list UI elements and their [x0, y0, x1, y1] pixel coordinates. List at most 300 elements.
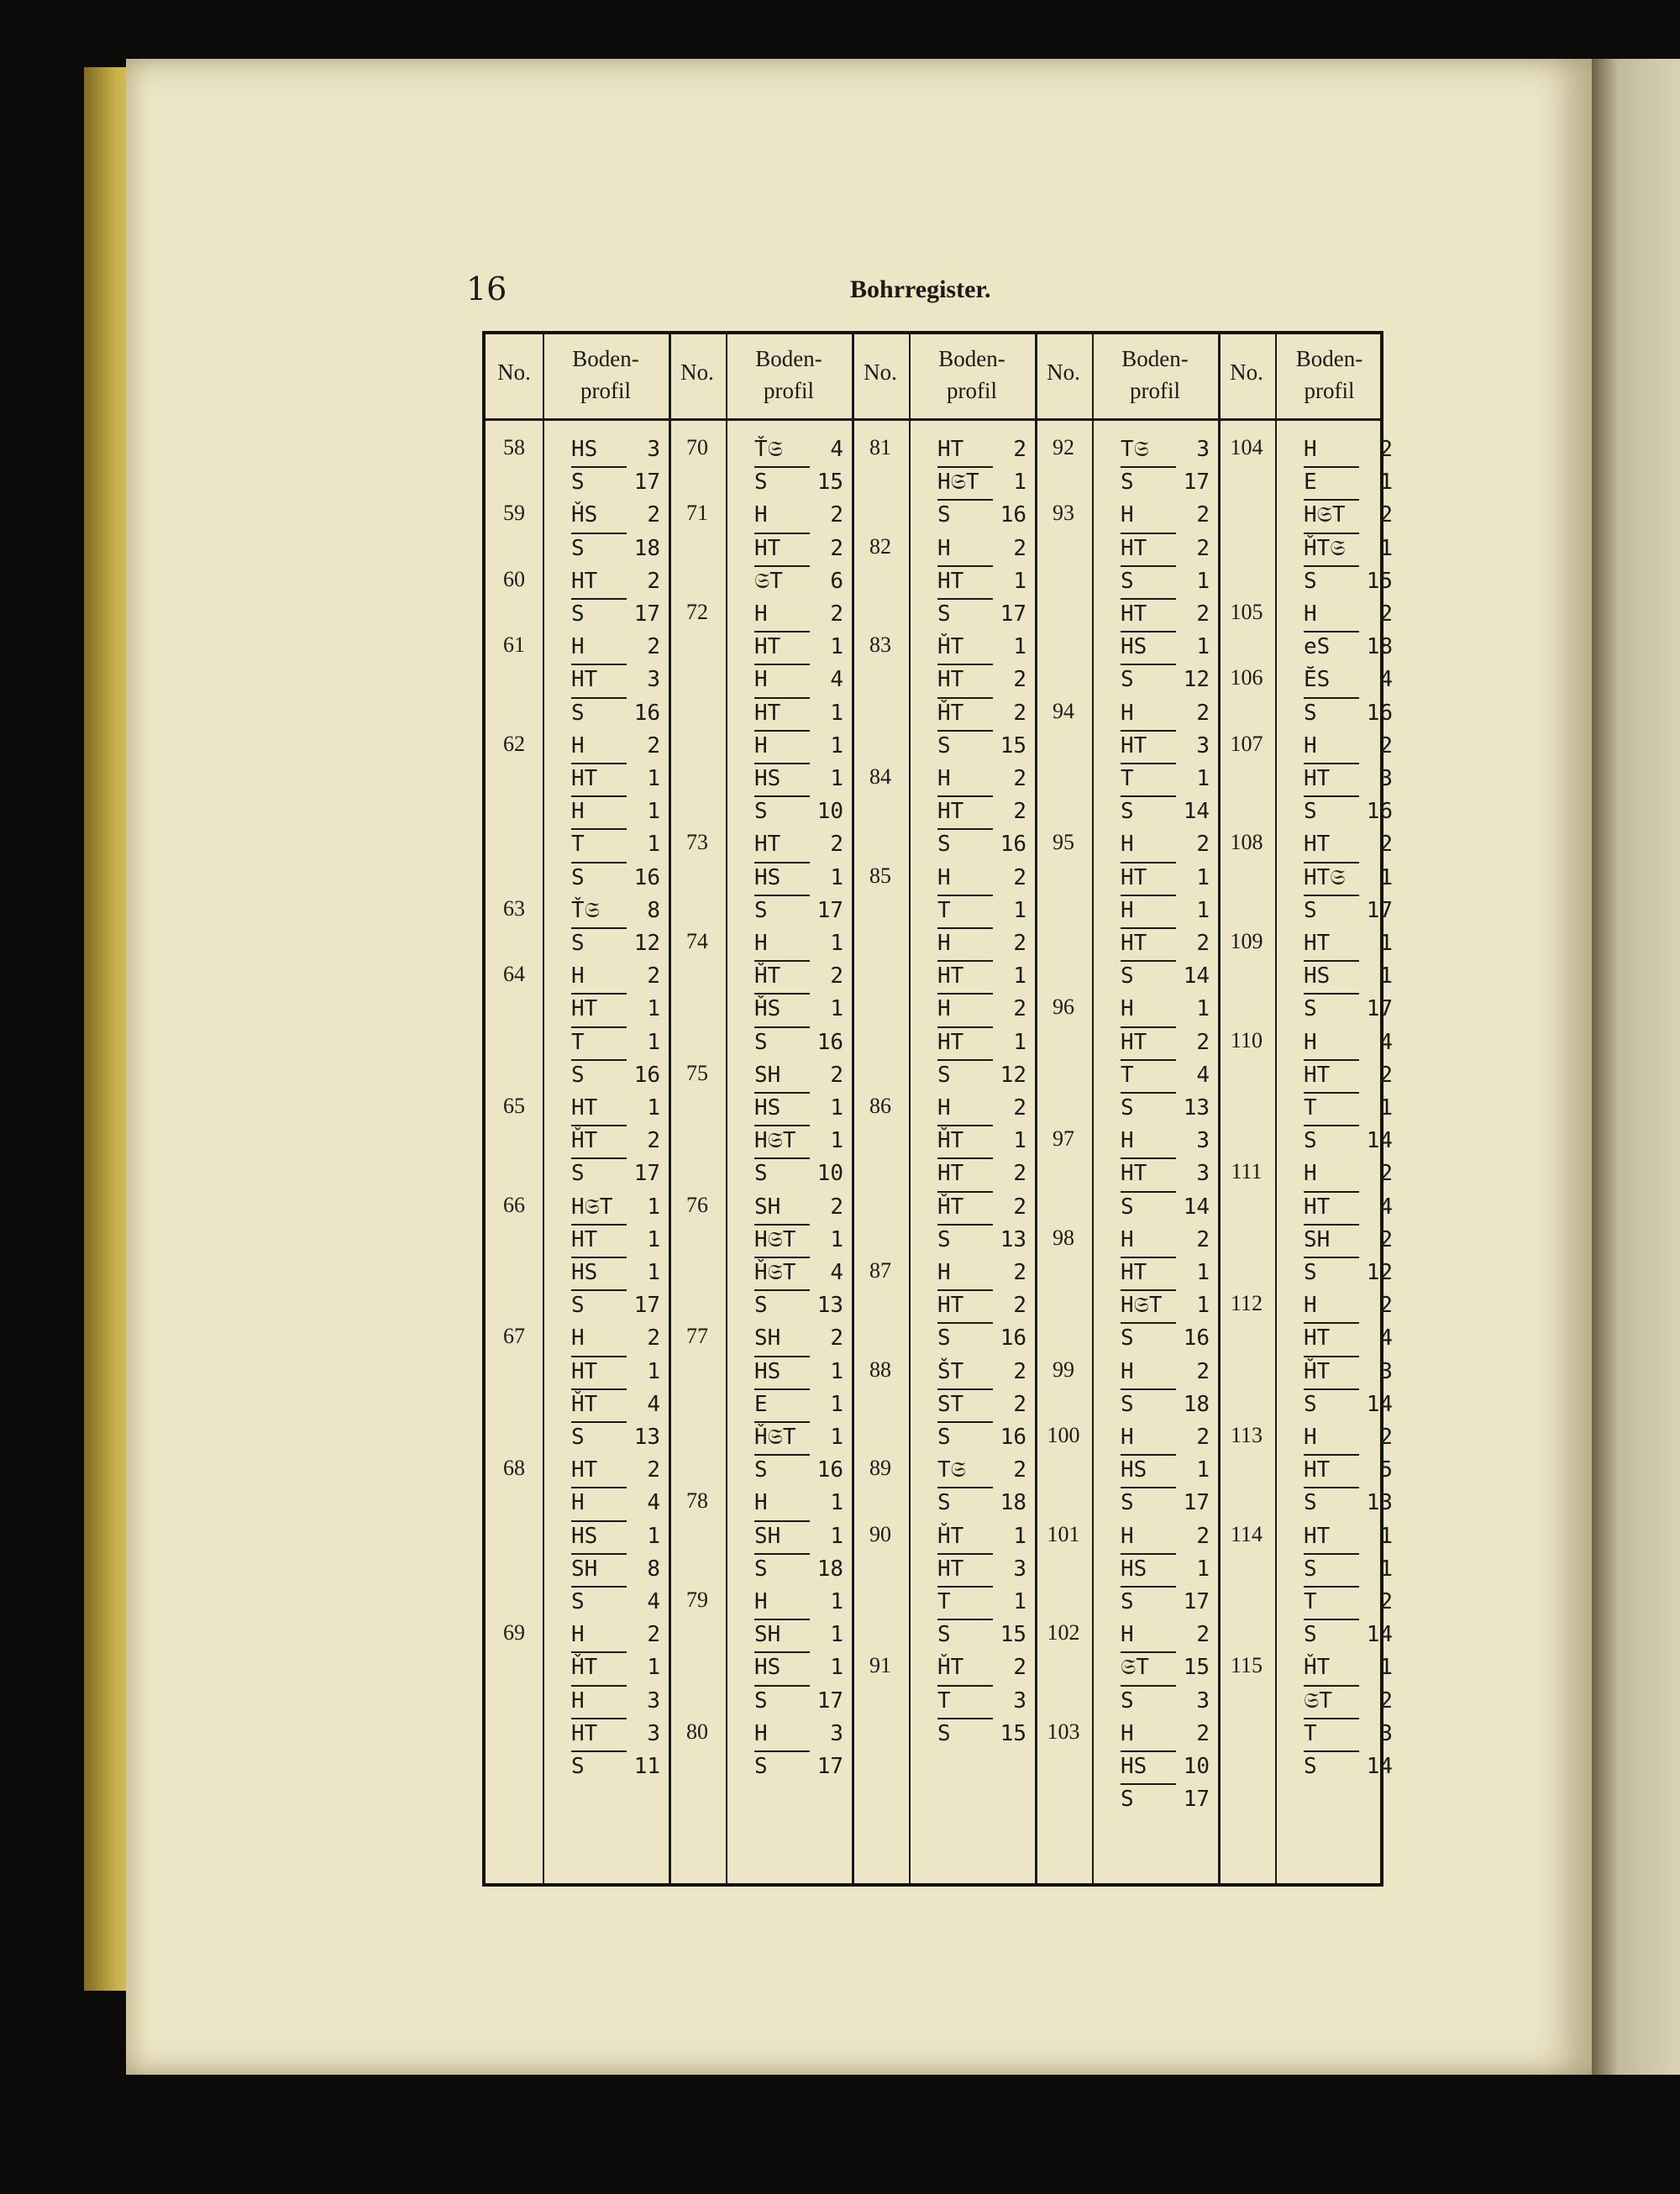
layer-thickness: 17 — [633, 1161, 660, 1187]
profile-layer — [1304, 466, 1393, 499]
profile-layer — [937, 1685, 1026, 1718]
layer-code: ȞS — [571, 502, 598, 528]
boring-number: 59 — [503, 501, 525, 526]
profile-layer — [937, 1191, 1026, 1224]
layer-code: H — [571, 1685, 627, 1715]
layer-thickness: 17 — [816, 897, 843, 923]
profile-layer — [937, 565, 1026, 598]
profile-layer — [1304, 1454, 1393, 1487]
layer-code: T — [571, 828, 627, 858]
layer-code: HT — [1304, 1322, 1359, 1352]
layer-code: H — [1304, 437, 1317, 462]
layer-thickness: 4 — [647, 1589, 660, 1614]
layer-thickness: 1 — [647, 1523, 660, 1549]
layer-code: S — [571, 927, 627, 958]
layer-code: H — [754, 730, 810, 760]
layer-code: S — [937, 1059, 993, 1089]
profile-layer — [571, 466, 660, 499]
profile-layer — [1121, 1157, 1210, 1190]
layer-thickness: 1 — [1196, 1260, 1210, 1285]
layer-code: S — [1304, 795, 1359, 826]
layer-code: HT — [937, 437, 964, 462]
layer-thickness: 1 — [830, 931, 843, 956]
layer-thickness: 1 — [1013, 634, 1026, 660]
profile-layer — [754, 433, 843, 466]
profile-layer — [1121, 1026, 1210, 1059]
layer-code: S — [571, 697, 627, 727]
profile-layer — [571, 1454, 660, 1487]
boring-number: 88 — [869, 1357, 891, 1382]
boring-number: 115 — [1230, 1653, 1263, 1678]
layer-thickness: 2 — [1013, 700, 1026, 726]
layer-thickness: 1 — [830, 766, 843, 791]
layer-thickness: 16 — [1183, 1325, 1210, 1352]
profile-layer — [754, 466, 843, 499]
profile-layer — [1304, 565, 1393, 598]
header-profile-line: Boden- — [755, 346, 822, 371]
layer-code: E — [754, 1388, 810, 1419]
layer-thickness: 15 — [816, 470, 843, 496]
profile-layer — [1304, 664, 1393, 696]
layer-thickness: 17 — [1183, 1589, 1210, 1614]
boring-number: 108 — [1230, 830, 1263, 855]
register-columns — [486, 334, 1393, 1883]
boring-number: 91 — [869, 1653, 891, 1678]
layer-code: HT — [937, 960, 993, 990]
layer-code: HT — [1304, 931, 1331, 956]
layer-thickness: 1 — [1196, 1457, 1210, 1483]
layer-code: H — [1304, 1425, 1317, 1450]
layer-thickness: 2 — [647, 568, 660, 594]
layer-thickness: 16 — [1000, 502, 1026, 528]
boring-number: 78 — [686, 1488, 708, 1514]
layer-code: H — [754, 601, 768, 627]
profile-layer — [1304, 828, 1393, 861]
profile-layer — [571, 565, 660, 598]
profile-layer — [1121, 1224, 1210, 1257]
profile-layer — [1121, 1718, 1210, 1750]
layer-code: H — [1304, 732, 1317, 758]
layer-code: S — [754, 466, 810, 496]
layer-thickness: 1 — [647, 832, 660, 858]
profile-layer — [1121, 1520, 1210, 1553]
layer-code: SH — [754, 1520, 810, 1551]
layer-code: S — [937, 1487, 993, 1517]
profile-layer — [1121, 1553, 1210, 1586]
profile-layer — [754, 1224, 843, 1257]
layer-code: ȞT — [1304, 1655, 1331, 1681]
profile-layer — [754, 598, 843, 631]
boring-number: 66 — [503, 1192, 525, 1217]
layer-code: HS — [754, 1356, 810, 1386]
layer-thickness: 2 — [1196, 502, 1210, 528]
layer-code: S — [754, 1026, 810, 1057]
profile-layer — [937, 862, 1026, 895]
profile-layer — [754, 1586, 843, 1619]
layer-code: S — [1304, 1257, 1359, 1287]
profile-layer — [1121, 1750, 1210, 1783]
layer-thickness: 17 — [633, 1293, 660, 1319]
profile-layer — [571, 960, 660, 993]
layer-thickness: 1 — [1013, 1589, 1026, 1614]
layer-code: HT — [754, 631, 810, 661]
layer-thickness: 14 — [1366, 1754, 1393, 1779]
layer-thickness: 3 — [1379, 766, 1393, 791]
layer-thickness: 2 — [830, 502, 843, 528]
layer-thickness: 18 — [1000, 1490, 1026, 1516]
layer-thickness: 4 — [1379, 1325, 1393, 1352]
profile-layer — [571, 1356, 660, 1388]
header-profile-line: profil — [764, 378, 814, 403]
profile-layer — [937, 499, 1026, 532]
profile-layer — [571, 499, 660, 532]
header-no: No. — [1230, 360, 1263, 385]
profile-layer — [937, 1257, 1026, 1289]
layer-code: T — [1121, 1059, 1176, 1089]
profile-layer — [1121, 795, 1210, 828]
layer-code: 𝔖T — [1121, 1651, 1176, 1682]
profile-layer — [754, 533, 843, 565]
profile-layer — [1121, 1454, 1210, 1487]
layer-code: HT — [754, 832, 781, 858]
profile-layer — [571, 1092, 660, 1125]
layer-code: SH — [754, 1325, 781, 1352]
profile-layer — [571, 1059, 660, 1092]
layer-thickness: 2 — [1013, 864, 1026, 890]
boring-number: 98 — [1053, 1225, 1074, 1250]
profile-layer — [754, 1157, 843, 1190]
layer-code: S — [754, 1454, 810, 1484]
layer-code: HT𝔖 — [1304, 862, 1359, 892]
layer-thickness: 2 — [830, 963, 843, 989]
layer-thickness: 2 — [1013, 667, 1026, 693]
layer-thickness: 3 — [647, 437, 660, 462]
layer-thickness: 2 — [1379, 502, 1393, 528]
profile-layer — [1304, 1750, 1393, 1783]
layer-thickness: 1 — [647, 1029, 660, 1055]
layer-thickness: 1 — [647, 1655, 660, 1681]
layer-code: H𝔖T — [754, 1224, 810, 1254]
profile-layer — [937, 1289, 1026, 1322]
layer-code: T — [571, 1026, 627, 1057]
layer-thickness: 2 — [1013, 1161, 1026, 1187]
profile-layer — [937, 1619, 1026, 1651]
profile-layer — [1304, 1520, 1393, 1553]
layer-thickness: 1 — [1196, 1556, 1210, 1582]
layer-code: ȞT — [754, 960, 810, 990]
profile-layer — [1304, 1421, 1393, 1454]
layer-thickness: 1 — [647, 1260, 660, 1285]
profile-layer — [754, 1454, 843, 1487]
layer-thickness: 2 — [1196, 1720, 1210, 1746]
profile-layer — [1304, 1356, 1393, 1388]
profile-layer — [571, 1224, 660, 1257]
profile-layer — [937, 1388, 1026, 1421]
layer-code: Ť𝔖 — [754, 437, 783, 462]
profile-layer — [937, 828, 1026, 861]
layer-thickness: 3 — [1013, 1556, 1026, 1582]
profile-layer — [937, 1487, 1026, 1520]
layer-thickness: 1 — [1196, 864, 1210, 890]
layer-code: S — [1304, 697, 1359, 727]
layer-thickness: 1 — [647, 1095, 660, 1121]
divider-line — [1218, 334, 1221, 1883]
layer-code: HT — [571, 763, 627, 793]
profile-layer — [1304, 1586, 1393, 1619]
profile-layer — [571, 1257, 660, 1289]
header-profile — [1275, 343, 1383, 407]
profile-layer — [571, 1685, 660, 1718]
profile-layer — [1121, 466, 1210, 499]
layer-thickness: 2 — [1379, 1425, 1393, 1450]
layer-thickness: 18 — [816, 1556, 843, 1582]
layer-thickness: 1 — [830, 732, 843, 758]
layer-code: H𝔖T — [1304, 499, 1359, 529]
layer-code: HT — [1304, 832, 1331, 858]
layer-code: H — [754, 1720, 768, 1746]
layer-code: HS — [754, 862, 810, 892]
layer-code: SH — [754, 1194, 781, 1220]
layer-thickness: 2 — [1379, 1589, 1393, 1614]
layer-thickness: 1 — [1379, 1095, 1393, 1121]
boring-number: 68 — [503, 1456, 525, 1481]
layer-code: H — [1121, 1358, 1134, 1384]
layer-code: HT — [937, 1026, 993, 1057]
boring-number: 103 — [1047, 1719, 1080, 1744]
layer-code: H𝔖T — [754, 1125, 810, 1155]
layer-code: S — [1304, 1619, 1359, 1649]
layer-thickness: 10 — [1183, 1754, 1210, 1779]
profile-layer — [1304, 1718, 1393, 1750]
layer-thickness: 13 — [633, 1425, 660, 1450]
profile-layer — [937, 730, 1026, 763]
layer-code: S — [1304, 1487, 1359, 1517]
layer-code: HT — [1121, 598, 1176, 628]
layer-thickness: 1 — [647, 996, 660, 1022]
profile-layer — [754, 499, 843, 532]
boring-register-table — [482, 331, 1393, 1887]
layer-thickness: 16 — [1000, 832, 1026, 858]
layer-thickness: 2 — [1196, 1523, 1210, 1549]
layer-code: T — [937, 1586, 993, 1616]
column-group — [486, 334, 669, 1883]
layer-code: S — [571, 1157, 627, 1188]
header-profile — [726, 343, 852, 407]
profile-layer — [1304, 533, 1393, 565]
profile-layer — [754, 1257, 843, 1289]
profile-layer — [1304, 1092, 1393, 1125]
header-no: No. — [680, 360, 714, 385]
layer-code: H — [571, 963, 585, 989]
layer-code: T — [1121, 763, 1176, 793]
profile-layer — [754, 1059, 843, 1092]
divider-line — [726, 334, 727, 1883]
boring-number: 82 — [869, 533, 891, 559]
layer-code: HS — [1121, 1553, 1176, 1583]
page-title: Bohrregister. — [850, 276, 991, 303]
profile-layer — [1304, 1322, 1393, 1355]
header-profile-line: Boden- — [572, 346, 639, 371]
layer-code: S — [1304, 1750, 1359, 1781]
profile-layer — [1304, 862, 1393, 895]
layer-thickness: 2 — [1379, 732, 1393, 758]
layer-code: HS — [1121, 1750, 1176, 1781]
layer-thickness: 2 — [1013, 1260, 1026, 1285]
profile-layer — [571, 664, 660, 696]
profile-layer — [937, 1718, 1026, 1750]
boring-number: 60 — [503, 566, 525, 591]
layer-thickness: 1 — [1196, 766, 1210, 791]
layer-code: HT — [1121, 533, 1176, 563]
layer-code: HT — [937, 1289, 993, 1320]
layer-thickness: 12 — [1183, 667, 1210, 693]
layer-thickness: 3 — [647, 667, 660, 693]
layer-code: H — [1121, 502, 1134, 528]
layer-thickness: 1 — [1379, 535, 1393, 561]
profile-layer — [1121, 1651, 1210, 1684]
profile-layer — [754, 1289, 843, 1322]
layer-code: HT — [1121, 1157, 1176, 1188]
layer-thickness: 2 — [1013, 766, 1026, 791]
boring-number: 62 — [503, 731, 525, 756]
boring-number: 111 — [1231, 1159, 1263, 1184]
layer-code: H — [571, 732, 585, 758]
layer-code: S — [754, 1750, 810, 1781]
layer-code: H — [937, 1260, 951, 1285]
layer-thickness: 3 — [1196, 437, 1210, 462]
layer-thickness: 4 — [1379, 667, 1393, 693]
layer-thickness: 4 — [830, 1260, 843, 1285]
layer-code: H — [754, 502, 768, 528]
profile-layer — [937, 927, 1026, 960]
profile-layer — [1121, 828, 1210, 861]
layer-code: S — [571, 1421, 627, 1451]
layer-code: HS — [1304, 960, 1359, 990]
layer-code: SH — [571, 1553, 627, 1583]
layer-thickness: 2 — [647, 1457, 660, 1483]
layer-code: HT — [754, 533, 810, 563]
boring-number: 70 — [686, 435, 708, 459]
profile-layer — [937, 433, 1026, 466]
layer-code: S — [1121, 1092, 1176, 1122]
layer-code: ȞT — [937, 697, 993, 727]
layer-thickness: 2 — [1013, 1391, 1026, 1417]
layer-code: S — [937, 1322, 993, 1352]
layer-code: ȞT𝔖 — [1304, 533, 1359, 563]
layer-code: S — [754, 1289, 810, 1320]
boring-number: 89 — [869, 1456, 891, 1481]
layer-thickness: 4 — [830, 667, 843, 693]
layer-thickness: 1 — [1379, 1523, 1393, 1549]
profile-layer — [571, 763, 660, 795]
profile-layer — [937, 1553, 1026, 1586]
profile-layer — [571, 598, 660, 631]
layer-code: S — [1121, 1322, 1176, 1352]
layer-code: S — [1304, 565, 1359, 596]
profile-layer — [1304, 1257, 1393, 1289]
layer-thickness: 1 — [830, 1226, 843, 1252]
layer-code: ȞT — [571, 1125, 627, 1155]
layer-thickness: 1 — [1379, 963, 1393, 989]
profile-layer — [1304, 1388, 1393, 1421]
layer-thickness: 1 — [830, 1655, 843, 1681]
layer-thickness: 17 — [816, 1687, 843, 1714]
profile-layer — [1121, 598, 1210, 631]
layer-thickness: 2 — [1379, 437, 1393, 462]
layer-code: S — [1304, 1125, 1359, 1155]
profile-layer — [754, 1520, 843, 1553]
layer-code: HT — [571, 664, 627, 694]
profile-layer — [754, 1553, 843, 1586]
layer-thickness: 3 — [647, 1720, 660, 1746]
layer-thickness: 2 — [830, 1062, 843, 1088]
profile-layer — [1304, 499, 1393, 532]
layer-code: HS — [754, 1092, 810, 1122]
divider-line — [1275, 334, 1277, 1883]
layer-code: H — [754, 664, 810, 694]
boring-number: 58 — [503, 435, 525, 459]
profile-layer — [1121, 1257, 1210, 1289]
header-profile — [1092, 343, 1218, 407]
layer-thickness: 1 — [830, 1490, 843, 1516]
profile-layer — [1304, 927, 1393, 960]
layer-code: H — [571, 795, 627, 826]
layer-code: H — [937, 993, 993, 1023]
profile-layer — [754, 1619, 843, 1651]
boring-number: 85 — [869, 863, 891, 888]
layer-code: H — [571, 1487, 627, 1517]
layer-code: 𝔖T — [1304, 1685, 1359, 1715]
layer-thickness: 1 — [830, 1391, 843, 1417]
layer-code: ȞT — [937, 1523, 964, 1549]
layer-thickness: 18 — [633, 535, 660, 561]
profile-layer — [571, 1322, 660, 1355]
layer-code: S — [1121, 664, 1176, 694]
profile-layer — [1304, 1059, 1393, 1092]
profile-layer — [571, 1191, 660, 1224]
header-profile-line: Boden- — [938, 346, 1005, 371]
layer-thickness: 12 — [633, 931, 660, 956]
layer-thickness: 10 — [816, 799, 843, 825]
profile-layer — [1121, 1586, 1210, 1619]
profile-layer — [937, 598, 1026, 631]
layer-code: S — [571, 1059, 627, 1089]
profile-layer — [1121, 862, 1210, 895]
layer-thickness: 1 — [1013, 470, 1026, 496]
layer-code: T — [1304, 1718, 1359, 1748]
boring-number: 93 — [1053, 501, 1074, 526]
boring-number: 95 — [1053, 830, 1074, 855]
profile-layer — [1121, 1783, 1210, 1816]
profile-layer — [937, 795, 1026, 828]
layer-code: S — [1121, 1191, 1176, 1221]
layer-thickness: 17 — [1183, 1787, 1210, 1813]
layer-thickness: 2 — [830, 1194, 843, 1220]
layer-thickness: 3 — [1379, 1720, 1393, 1746]
profile-layer — [571, 1487, 660, 1520]
profile-layer — [937, 1059, 1026, 1092]
layer-code: H — [1304, 601, 1317, 627]
profile-layer — [937, 763, 1026, 795]
divider-line — [543, 334, 544, 1883]
layer-code: S — [754, 795, 810, 826]
layer-code: HS — [1121, 1454, 1176, 1484]
layer-thickness: 17 — [1000, 601, 1026, 627]
layer-thickness: 11 — [633, 1754, 660, 1779]
layer-thickness: 14 — [1366, 1391, 1393, 1417]
profile-layer — [571, 1651, 660, 1684]
layer-thickness: 13 — [1183, 1095, 1210, 1121]
